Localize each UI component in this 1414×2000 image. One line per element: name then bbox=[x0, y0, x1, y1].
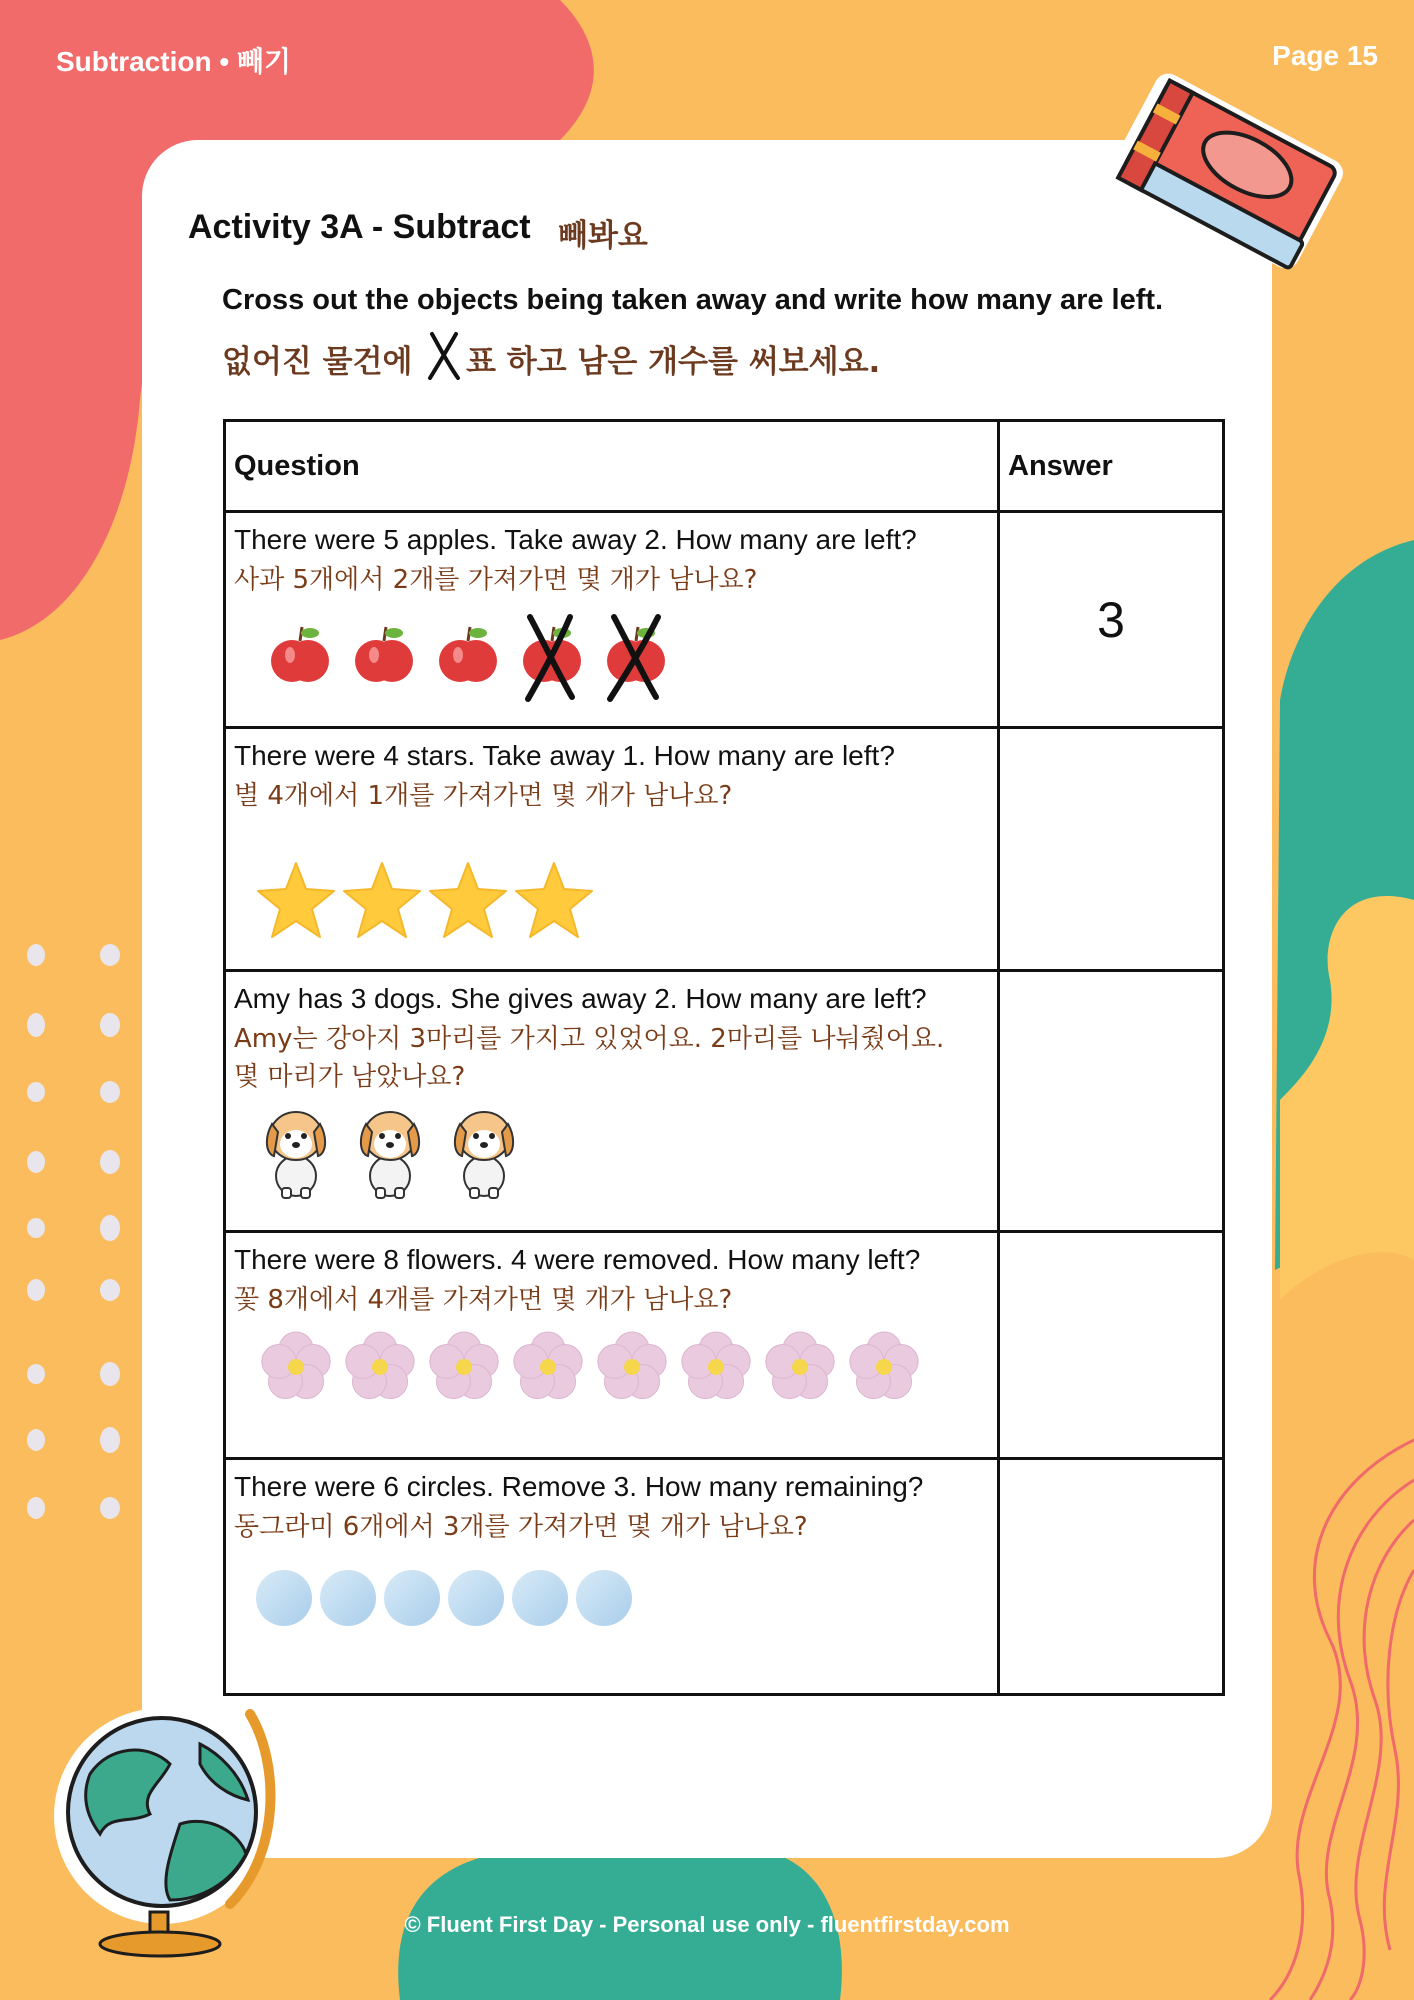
page-number: Page 15 bbox=[1272, 40, 1378, 71]
star-icon bbox=[516, 863, 592, 937]
circle-icon bbox=[448, 1570, 504, 1626]
dog-row bbox=[262, 1104, 532, 1200]
flower-icon bbox=[346, 1332, 414, 1399]
question-korean: 사과 5개에서 2개를 가져가면 몇 개가 남나요? bbox=[234, 565, 758, 595]
circle-row bbox=[256, 1568, 656, 1632]
activity-title: Activity 3A - Subtract bbox=[188, 208, 531, 246]
answer-field[interactable] bbox=[999, 1459, 1224, 1695]
instruction-korean-part1: 없어진 물건에 bbox=[222, 344, 413, 380]
flower-icon bbox=[850, 1332, 918, 1399]
flower-icon bbox=[430, 1332, 498, 1399]
table-row bbox=[225, 1459, 1224, 1695]
question-cell bbox=[225, 728, 999, 971]
column-header-answer: Answer bbox=[999, 421, 1224, 512]
question-cell bbox=[225, 1232, 999, 1459]
answer-field[interactable] bbox=[999, 728, 1224, 971]
activity-title-korean: 빼봐요 bbox=[558, 218, 648, 254]
table-row bbox=[225, 971, 1224, 1232]
flower-icon bbox=[598, 1332, 666, 1399]
question-korean: 꽃 8개에서 4개를 가져가면 몇 개가 남나요? bbox=[234, 1285, 733, 1315]
star-icon bbox=[258, 863, 334, 937]
question-english: There were 6 circles. Remove 3. How many remaining? bbox=[234, 1471, 924, 1502]
flower-icon bbox=[766, 1332, 834, 1399]
table-row bbox=[225, 1232, 1224, 1459]
star-icon bbox=[430, 863, 506, 937]
table-row bbox=[225, 728, 1224, 971]
star-icon bbox=[344, 863, 420, 937]
column-header-question: Question bbox=[225, 421, 999, 512]
table-row bbox=[225, 512, 1224, 728]
dog-icon bbox=[361, 1112, 419, 1198]
table-header-row bbox=[225, 421, 1224, 512]
answer-field[interactable]: 3 bbox=[999, 512, 1224, 728]
header-section-label: Subtraction • 빼기 bbox=[56, 46, 292, 77]
circle-icon bbox=[384, 1570, 440, 1626]
apple-icon bbox=[355, 627, 413, 682]
question-english: There were 4 stars. Take away 1. How many are left? bbox=[234, 740, 895, 771]
flower-icon bbox=[514, 1332, 582, 1399]
dot-pattern bbox=[27, 944, 120, 1519]
cross-mark-icon bbox=[426, 330, 462, 380]
apple-icon-crossed bbox=[607, 617, 665, 699]
circle-icon bbox=[512, 1570, 568, 1626]
book-icon bbox=[1092, 56, 1362, 286]
question-korean-line2: 몇 마리가 남았나요? bbox=[234, 1062, 466, 1092]
dog-icon bbox=[267, 1112, 325, 1198]
question-english: There were 8 flowers. 4 were removed. How many left? bbox=[234, 1244, 921, 1275]
instruction-english: Cross out the objects being taken away and write how many are left. bbox=[222, 284, 1164, 316]
circle-icon bbox=[576, 1570, 632, 1626]
dog-icon bbox=[455, 1112, 513, 1198]
question-korean: Amy는 강아지 3마리를 가지고 있었어요. 2마리를 나눠줬어요. bbox=[234, 1024, 945, 1054]
star-row bbox=[256, 859, 616, 943]
question-english: There were 5 apples. Take away 2. How many are left? bbox=[234, 524, 917, 555]
flower-row bbox=[258, 1325, 958, 1409]
question-cell bbox=[225, 971, 999, 1232]
circle-icon bbox=[256, 1570, 312, 1626]
circle-icon bbox=[320, 1570, 376, 1626]
answer-field[interactable] bbox=[999, 1232, 1224, 1459]
flower-icon bbox=[682, 1332, 750, 1399]
question-cell bbox=[225, 1459, 999, 1695]
answer-field[interactable] bbox=[999, 971, 1224, 1232]
footer-copyright: © Fluent First Day - Personal use only - fluentfirstday.com bbox=[404, 1912, 1010, 1937]
question-korean: 별 4개에서 1개를 가져가면 몇 개가 남나요? bbox=[234, 781, 733, 811]
apple-icon bbox=[439, 627, 497, 682]
flower-icon bbox=[262, 1332, 330, 1399]
worksheet-table bbox=[223, 419, 1225, 1696]
question-korean: 동그라미 6개에서 3개를 가져가면 몇 개가 남나요? bbox=[234, 1512, 808, 1542]
instruction-korean-part2: 표 하고 남은 개수를 써보세요. bbox=[466, 344, 881, 380]
apple-icon-crossed bbox=[523, 617, 581, 699]
apple-icon bbox=[271, 627, 329, 682]
question-english: Amy has 3 dogs. She gives away 2. How many are left? bbox=[234, 983, 927, 1014]
question-cell bbox=[225, 512, 999, 728]
apple-row bbox=[266, 605, 666, 705]
